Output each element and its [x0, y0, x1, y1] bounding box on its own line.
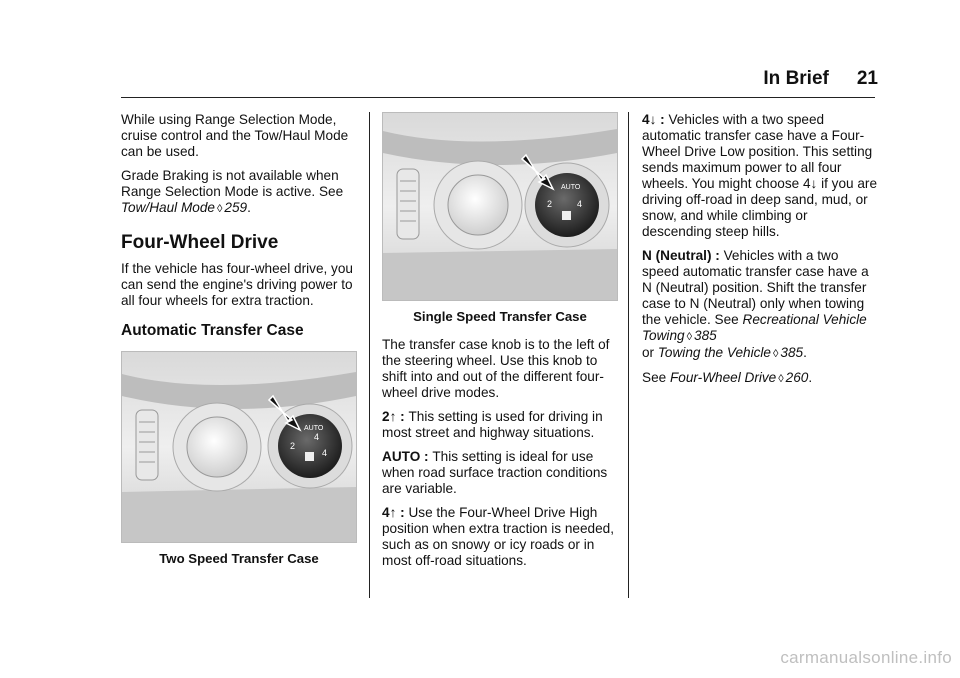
- paragraph: While using Range Selection Mode, cruise control and the Tow/Haul Mode can be used.: [121, 112, 349, 159]
- dial-position-label: 4: [322, 448, 328, 458]
- page-number: 21: [856, 68, 878, 89]
- dial-position-label: 4: [577, 199, 583, 209]
- definition-item: 2↑ : This setting is used for driving in most street and highway situations.: [382, 409, 603, 440]
- definition-item: 4↑ : Use the Four-Wheel Drive High position when extra traction is needed, such as on snowy or icy roads or in most off-road situations.: [382, 505, 614, 568]
- xref-link[interactable]: Recreational Vehicle Towing: [642, 312, 867, 343]
- single-speed-transfer-case-figure: [382, 112, 618, 301]
- xref-page[interactable]: 385: [694, 328, 717, 343]
- dial-auto-label: AUTO: [561, 184, 581, 191]
- definition: Vehicles with a two speed automatic transfer case have a N (Neutral) position. Shift the transfer case to N (Neutral) only when towing the vehicle. See: [642, 248, 869, 327]
- dial-position-label: 4: [314, 432, 320, 442]
- term: AUTO: [382, 449, 421, 464]
- column-3: [642, 112, 878, 395]
- text: or: [642, 345, 658, 360]
- xref-page[interactable]: 259: [224, 200, 248, 215]
- xref-icon: ◊: [216, 203, 223, 215]
- xref-link[interactable]: Towing the Vehicle: [657, 345, 771, 360]
- paragraph: See Four-Wheel Drive ◊ 260.: [642, 370, 813, 385]
- page-header: [0, 68, 878, 90]
- paragraph: Grade Braking is not available when Range Selection Mode is active. See Tow/Haul Mode ◊ 259.: [121, 168, 344, 215]
- watermark: carmanualsonline.info: [780, 648, 952, 667]
- definition-item: 4↓ : Vehicles with a two speed automatic transfer case have a Four-Wheel Drive Low position. This setting sends maximum power to all four wheels. You might choose 4↓ if you are driving off-road in deep sand, mud, or snow, and while climbing or descending steep hills.: [642, 112, 878, 239]
- section-title: In Brief: [763, 68, 829, 89]
- xref-icon: ◊: [778, 373, 784, 385]
- low-range-arrow-icon: ↓: [649, 112, 657, 127]
- section-heading: Four-Wheel Drive: [121, 232, 279, 253]
- definition-item: AUTO : This setting is ideal for use when road surface traction conditions are variable.: [382, 449, 608, 496]
- text: Grade Braking is not available when Range Selection Mode is active. See: [121, 168, 344, 199]
- header-rule: [121, 97, 875, 98]
- definition: Vehicles with a two speed automatic transfer case have a Four-Wheel Drive Low position. This setting sends maximum power to all four wheels. You might choose 4: [642, 112, 873, 191]
- two-speed-transfer-case-figure: [121, 351, 357, 543]
- definition-item: N (Neutral) : Vehicles with a two speed automatic transfer case have a N (Neutral) position. Shift the transfer case to N (Neutral) only when towing the vehicle. See Recreational Vehicle Towing ◊ 385 or Towing the Vehicle ◊ 385.: [642, 248, 869, 360]
- term: 4: [382, 505, 390, 520]
- subsection-heading: Automatic Transfer Case: [121, 322, 304, 339]
- xref-icon: ◊: [772, 348, 779, 360]
- column-divider-1: [369, 112, 370, 598]
- high-range-arrow-icon: ↑: [389, 505, 397, 520]
- column-2: [382, 112, 618, 577]
- text: See: [642, 370, 670, 385]
- dial-position-label: 2: [547, 199, 553, 209]
- xref-link[interactable]: Tow/Haul Mode: [121, 200, 215, 215]
- dial-position-label: 2: [290, 441, 296, 451]
- definition: Use the Four-Wheel Drive High position when extra traction is needed, such as on snowy or icy roads or in most off-road situations.: [382, 505, 614, 568]
- xref-page[interactable]: 260: [785, 370, 809, 385]
- xref-link[interactable]: Four-Wheel Drive: [669, 370, 777, 385]
- term: N (Neutral): [642, 248, 712, 263]
- dial-auto-label: AUTO: [304, 425, 324, 432]
- column-1: [121, 112, 357, 579]
- paragraph: The transfer case knob is to the left of the steering wheel. Use this knob to shift into and out of the different four-wheel drive modes.: [382, 337, 610, 400]
- definition: if you are driving off-road in deep sand, mud, or snow, and while climbing or descending steep hills.: [642, 176, 878, 239]
- term: 4: [642, 112, 650, 127]
- xref-icon: ◊: [686, 331, 693, 343]
- xref-page[interactable]: 385: [780, 345, 804, 360]
- column-divider-2: [628, 112, 629, 598]
- high-range-arrow-icon: ↑: [389, 409, 397, 424]
- figure-caption: Two Speed Transfer Case: [159, 551, 319, 566]
- paragraph: If the vehicle has four-wheel drive, you can send the engine's driving power to all four wheels for extra traction.: [121, 261, 353, 308]
- low-range-arrow-icon: ↓: [810, 176, 818, 191]
- term: 2: [382, 409, 390, 424]
- definition: This setting is used for driving in most street and highway situations.: [382, 409, 603, 440]
- definition: This setting is ideal for use when road surface traction conditions are variable.: [382, 449, 608, 496]
- figure-caption: Single Speed Transfer Case: [413, 309, 587, 324]
